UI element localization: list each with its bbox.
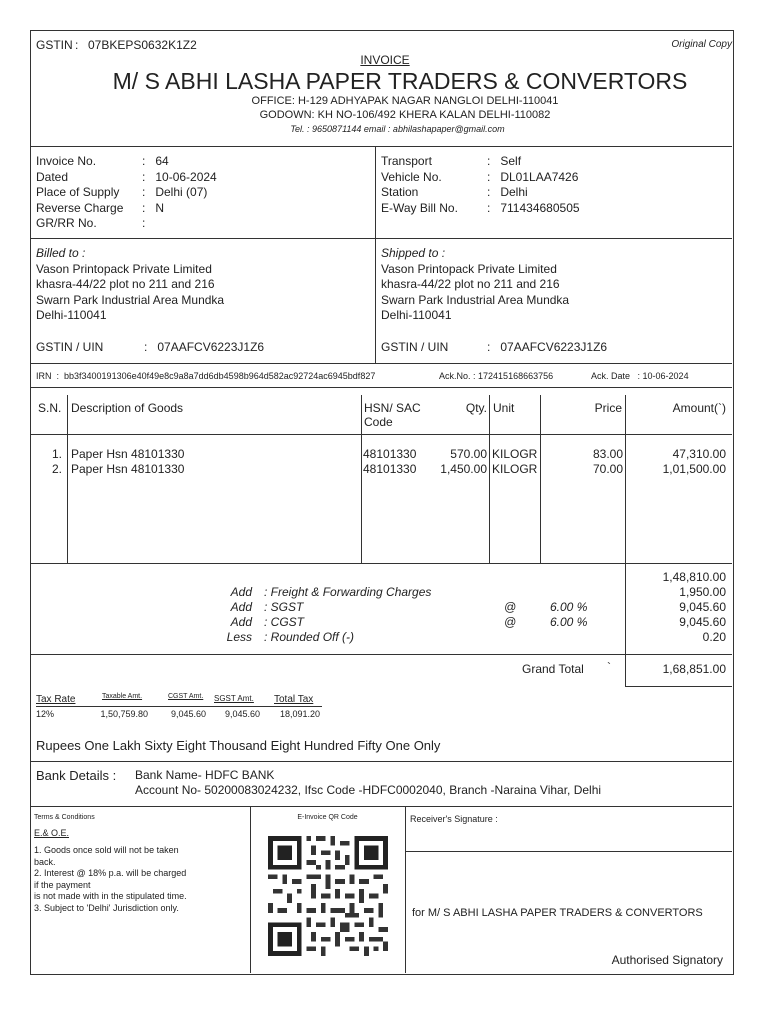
header-qty: Qty. [465,401,487,415]
station: Delhi [500,185,528,199]
transport: Self [500,154,522,168]
divider [30,654,732,655]
header-price: Price [594,401,622,415]
header-amount: Amount(`) [672,401,726,415]
irn-value: bb3f3400191306e40f49e8c9a8a7dd6db4598b964d582ac92724ac6945bdf827 [64,371,376,381]
bank-account: Account No- 50200083024232, Ifsc Code -HDFC0002040, Branch -Naraina Vihar, Delhi [135,783,602,797]
sgst-header: SGST Amt. [214,694,254,703]
copy-label: Original Copy [671,39,732,50]
header-description: Description of Goods [71,401,184,415]
divider [30,761,732,762]
header-unit: Unit [493,401,515,415]
terms-heading: Terms & Conditions [34,814,95,821]
invoice-title: INVOICE [360,53,410,67]
taxable-header: Taxable Amt. [102,693,143,700]
company-name: M/ S ABHI LASHA PAPER TRADERS & CONVERTORS [112,68,688,94]
terms-eoe: E.& O.E. [34,828,70,838]
bank-label: Bank Details : [36,768,117,783]
amount-in-words: Rupees One Lakh Sixty Eight Thousand Eight Hundred Fifty One Only [36,738,441,753]
ack-number: Ack.No. : 172415168663756 [439,371,554,381]
receiver-signature-label: Receiver's Signature : [410,814,498,824]
irn-row: IRN : bb3f3400191306e40f49e8c9a8a7dd6db4598b964d582ac92724ac6945bdf827 [36,371,376,381]
office-address: OFFICE: H-129 ADHYAPAK NAGAR NANGLOI DELHI-110041 [251,95,559,107]
tax-rate-header: Tax Rate [36,694,76,705]
gstin-label: GSTIN [36,38,73,52]
header-sn: S.N. [38,401,62,415]
gstin-value: 07BKEPS0632K1Z2 [88,38,197,52]
invoice-details-left: Invoice No. : 64 Dated : 10-06-2024 Place of Supply : Delhi (07) Reverse Charge : N GR/RR No. : [36,154,217,230]
shipped-to: Shipped to : Vason Printopack Private Limited khasra-44/22 plot no 211 and 216 Swarn Park Industrial Area Mundka Delhi-110041 [381,246,570,322]
currency-symbol: ` [607,660,611,674]
reverse-charge: N [155,200,165,215]
authorised-signatory: Authorised Signatory [611,953,723,967]
total-tax-header: Total Tax [274,694,314,705]
place-of-supply: Delhi (07) [155,185,208,199]
terms-list: 1. Goods once sold will not be taken back. 2. Interest @ 18% p.a. will be charged if the payment is not made with in the stipulated time. 3. Subject to 'Delhi' Jurisdiction only. [34,845,187,913]
bank-name: Bank Name- HDFC BANK [135,768,275,782]
cgst-header: CGST Amt. [168,693,204,700]
divider [30,434,732,435]
billed-to-heading: Billed to : [36,246,86,260]
invoice-details-right: Transport : Self Vehicle No. : DL01LAA7426 Station : Delhi E-Way Bill No. : 711434680505 [381,154,580,215]
ack-date: Ack. Date : 10-06-2024 [591,371,689,381]
grand-total-label: Grand Total [522,662,584,676]
shipped-to-heading: Shipped to : [381,246,446,260]
shipped-gstin: GSTIN / UIN : 07AAFCV6223J1Z6 [381,340,608,354]
eway-bill-number: 711434680505 [500,200,580,215]
for-company: for M/ S ABHI LASHA PAPER TRADERS & CONVERTORS [412,907,703,919]
billed-gstin: GSTIN / UIN : 07AAFCV6223J1Z6 [36,340,265,354]
divider [30,563,732,564]
godown-address: GODOWN: KH NO-106/492 KHERA KALAN DELHI-110082 [259,109,551,121]
divider [30,238,732,239]
divider [30,146,732,147]
qr-code-icon [268,833,388,959]
qr-label: E-Invoice QR Code [297,814,358,821]
divider [30,387,732,388]
divider [375,146,376,363]
divider [30,363,732,364]
invoice-date: 10-06-2024 [155,169,217,184]
header-hsn: HSN/ SAC Code [364,401,421,429]
subtotal: 1,48,810.00 [662,570,726,584]
divider [30,806,732,807]
contact-info: Tel. : 9650871144 email : abhilashapaper@gmail.com [290,124,505,134]
vehicle-number: DL01LAA7426 [500,169,579,184]
grand-total-value: 1,68,851.00 [662,662,726,676]
invoice-number: 64 [155,154,169,168]
billed-to: Billed to : Vason Printopack Private Limited khasra-44/22 plot no 211 and 216 Swarn Park Industrial Area Mundka Delhi-110041 [36,246,225,322]
